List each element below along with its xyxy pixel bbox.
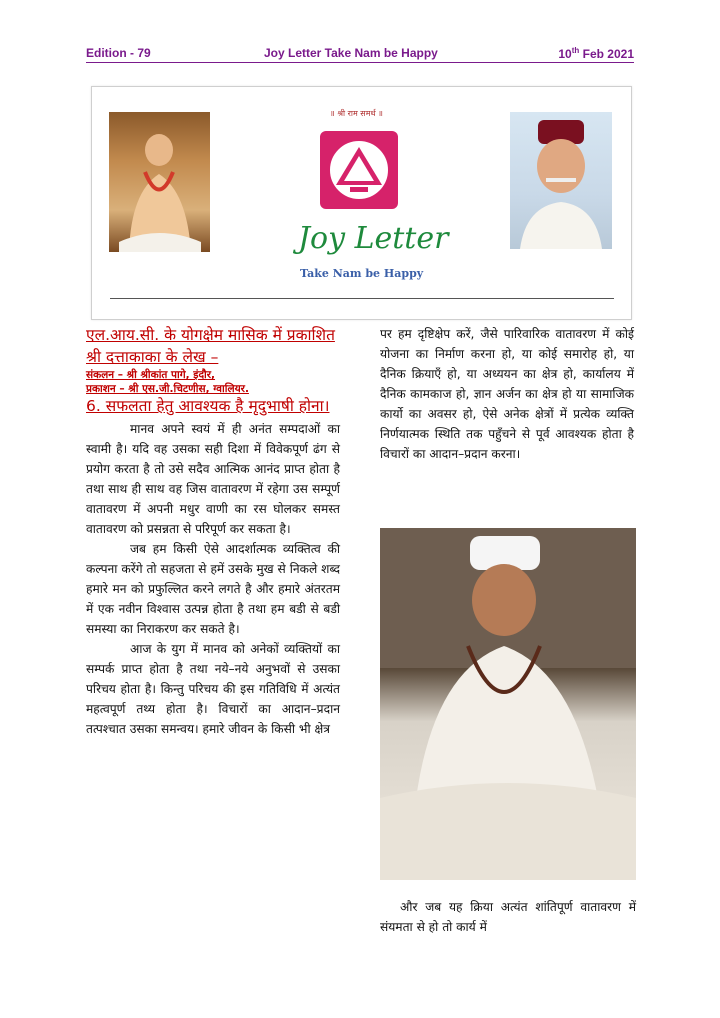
paragraph-1: मानव अपने स्वयं में ही अनंत सम्पदाओं का स्वामी है। यदि वह उसका सही दिशा में विवेकपूर्ण ढंग से प्रयोग करता है तो उसे सदैव आत्मिक आनंद प्राप्त होता है तथा साथ ही साथ वह जिस वातावरण में रहेगा उस सम्पूर्ण वातावरण में अपनी मधुर वाणी का रस घोलकर समस्त वातावरण को प्रसन्नता से परिपूर्ण कर सकता है। (86, 422, 340, 536)
paragraph-4: पर हम दृष्टिक्षेप करें, जैसे पारिवारिक वातावरण में कोई योजना का निर्माण करना हो, या कोई समारोह हो, या दैनिक क्रियाऍं हो, या अध्ययन का क्षेत्र हो, कार्यालय में दैनिक कामकाज हो, ज्ञान अर्जन का क्षेत्र हो या सामाजिक कार्यो का अवसर हो, ऐसे अनेक क्षेत्रों में प्रत्येक व्यक्ति निर्णयात्मक स्थिति तक पहुँचने से पूर्व आवश्यक होता है विचारों का आदान–प्रदान करना। (380, 327, 634, 461)
article-title: एल.आय.सी. के योगक्षेम मासिक में प्रकाशित श्री दत्ताकाका के लेख – (86, 326, 335, 366)
article-left-column (86, 324, 340, 739)
edition-label: Edition - 79 (86, 46, 151, 60)
joy-letter-logo-icon (320, 131, 398, 209)
paragraph-2: जब हम किसी ऐसे आदर्शात्मक व्यक्तित्व की कल्पना करेंगे तो सहजता से हमें उसके मुख से निकले शब्द हमारे मन को प्रफुल्लित करने लगते है और हमारे अंतरतम में एक नवीन विश्वास उत्पन्न होता है तथा हम बडी से बडी समस्या का निराकरण कर सकते है। (86, 542, 340, 636)
mantra-text: ॥ श्री राम समर्थ ॥ (330, 109, 383, 118)
compiler-credit: संकलन – श्री श्रीकांत पागे, इंदौर, (86, 369, 216, 381)
saint-portrait-image (109, 112, 210, 252)
article-subtitle: 6. सफलता हेतु आवश्यक है मृदुभाषी होना। (86, 397, 330, 415)
issue-date: 10th Feb 2021 (558, 46, 634, 61)
publisher-credit: प्रकाशन – श्री एस.जी.चिटणीस, ग्वालियर. (86, 383, 249, 395)
newsletter-title: Joy Letter Take Nam be Happy (264, 46, 438, 60)
page-header (86, 44, 634, 64)
article-right-column (380, 324, 634, 464)
dattakaka-portrait-image (510, 112, 612, 249)
header-divider (86, 62, 634, 63)
paragraph-5: और जब यह क्रिया अत्यंत शांतिपूर्ण वातावरण में संयमता से हो तो कार्य में (380, 900, 636, 935)
banner-divider (110, 298, 614, 299)
paragraph-3: आज के युग में मानव को अनेकों व्यक्तियों का सम्पर्क प्राप्त होता है तथा नये–नये अनुभवों से उसका परिचय होता है। किन्तु परिचय की इस गतिविधि में अत्यंत महत्वपूर्ण तथ्य होता है। विचारों का आदान–प्रदान तत्पश्चात उसका समन्वय। हमारे जीवन के किसी भी क्षेत्र (86, 642, 340, 736)
logo-tagline: Take Nam be Happy (300, 267, 424, 280)
masthead-banner (91, 86, 632, 320)
logo-wordmark: Joy Letter (298, 221, 449, 256)
dattakaka-meditation-photo (380, 528, 636, 880)
